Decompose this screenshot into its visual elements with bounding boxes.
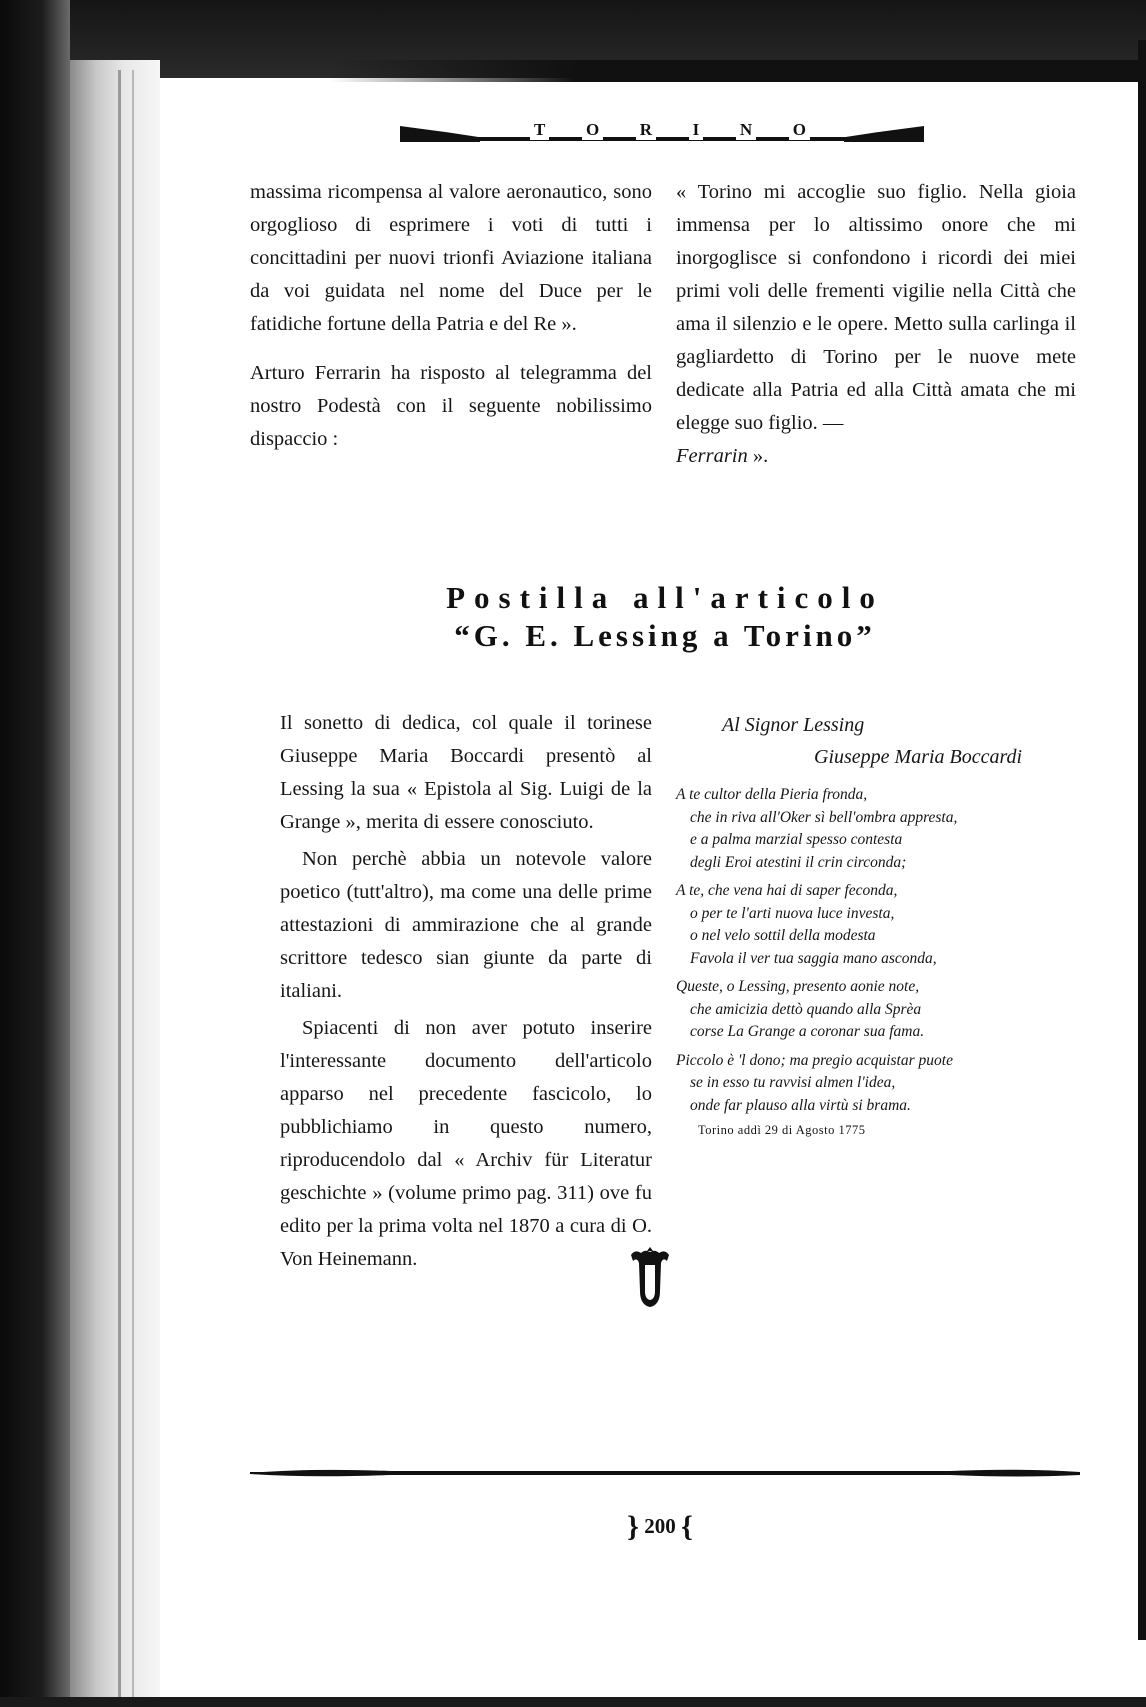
paragraph: Il sonetto di dedica, col quale il torinese Giuseppe Maria Boccardi presentò al Lessing la sua « Epistola al Sig. Luigi de la Grange », merita di essere conosciuto. bbox=[280, 712, 652, 833]
book-edge-bottom bbox=[0, 1697, 1146, 1707]
verse-line: o nel velo sottil della modesta bbox=[690, 927, 876, 944]
tailpiece-vignette-icon bbox=[627, 1247, 673, 1311]
book-edge-shadow bbox=[330, 60, 1146, 82]
verse-line: Piccolo è 'l dono; ma pregio acquistar puote bbox=[676, 1051, 953, 1069]
paragraph: Non perchè abbia un notevole valore poetico (tutt'altro), ma come una delle prime attestazioni di ammirazione che al grande scrittore tedesco sian giunte da parte di italiani. bbox=[280, 848, 652, 1002]
sonnet-date-line: Torino addì 29 di Agosto 1775 bbox=[698, 1123, 866, 1137]
page-stack-line bbox=[132, 70, 134, 1707]
verse-line: o per te l'arti nuova luce investa, bbox=[690, 904, 895, 922]
telegram-reply bbox=[676, 176, 1076, 473]
ornament-right-flourish bbox=[844, 126, 924, 142]
article-title-line-1: Postilla all'articolo bbox=[446, 580, 884, 615]
telegram-signature: Ferrarin bbox=[676, 445, 748, 467]
verse-line: degli Eroi atestini il crin circonda; bbox=[690, 853, 907, 871]
paragraph: Arturo Ferrarin ha risposto al telegramma del nostro Podestà con il seguente nobilissimo dispaccio : bbox=[250, 362, 652, 450]
sonnet bbox=[672, 710, 1076, 1138]
verse-line: che in riva all'Oker sì bell'ombra appresta, bbox=[690, 808, 958, 826]
sonnet-stanza bbox=[672, 976, 1076, 1044]
page-stack-edge bbox=[70, 60, 160, 1707]
verse-line: e a palma marzial spesso contesta bbox=[690, 831, 903, 848]
running-head-letter: O bbox=[582, 120, 603, 140]
running-head-letter: R bbox=[636, 120, 656, 140]
verse-line: corse La Grange a coronar sua fama. bbox=[690, 1023, 925, 1040]
article-title-line-2: “G. E. Lessing a Torino” bbox=[454, 618, 876, 653]
sonnet-author: Giuseppe Maria Boccardi bbox=[814, 746, 1023, 768]
telegram-text: « Torino mi accoglie suo figlio. Nella gioia immensa per lo altissimo onore che mi inorgoglisce si confondono i ricordi dei miei primi voli delle frementi vigilie nella Città che ama il silenzio e le opere. Metto sulla carlinga il gagliardetto di Torino per le nuove mete dedicate alla Patria ed alla Città amata che mi elegge suo figlio. — bbox=[676, 181, 1076, 434]
decorative-rule bbox=[250, 1465, 1080, 1479]
sonnet-dedication-to: Al Signor Lessing bbox=[722, 714, 865, 736]
verse-line: Favola il ver tua saggia mano asconda, bbox=[690, 949, 937, 967]
paragraph: Spiacenti di non aver potuto inserire l'interessante documento dell'articolo apparso nel precedente fascicolo, lo pubblichiamo in questo numero, riproducendolo dal « Archiv für Literatur geschichte » (volume primo pag. 311) ove fu edito per la prima volta nel 1870 a cura di O. Von Heinemann. bbox=[280, 1017, 652, 1270]
running-head-title bbox=[530, 120, 810, 140]
verse-line: A te, che vena hai di saper feconda, bbox=[676, 882, 898, 899]
closing-quote: ». bbox=[747, 445, 769, 467]
running-head-letter: O bbox=[789, 120, 810, 140]
running-head-letter: N bbox=[736, 120, 756, 140]
sonnet-stanza bbox=[672, 880, 1076, 970]
ornament-left-flourish bbox=[400, 126, 480, 142]
page-stack-line bbox=[118, 70, 121, 1707]
verse-line: A te cultor della Pieria fronda, bbox=[676, 786, 868, 803]
sonnet-stanza bbox=[672, 784, 1076, 874]
brace-left-icon: } bbox=[627, 1510, 639, 1543]
running-head-letter: I bbox=[689, 120, 704, 140]
brace-right-icon: { bbox=[681, 1510, 693, 1543]
article-body bbox=[280, 707, 652, 1276]
page-number-value: 200 bbox=[644, 1514, 676, 1538]
verse-line: onde far plauso alla virtù si brama. bbox=[690, 1096, 911, 1114]
book-edge-right bbox=[1138, 40, 1146, 1640]
verse-line: se in esso tu ravvisi almen l'idea, bbox=[690, 1074, 896, 1091]
column-top-right bbox=[676, 176, 1076, 473]
verse-line: Queste, o Lessing, presento aonie note, bbox=[676, 978, 920, 995]
verse-line: che amicizia dettò quando alla Sprèa bbox=[690, 1000, 922, 1018]
running-head-ornament bbox=[400, 122, 924, 144]
running-head-letter: T bbox=[530, 120, 549, 140]
sonnet-stanza bbox=[672, 1050, 1076, 1118]
paragraph: massima ricompensa al valore aeronautico, sono orgoglioso di esprimere i voti di tutti i concittadini per nuovi trionfi Aviazione italiana da voi guidata nel nome del Duce per le fatidiche fortune della Patria e del Re ». bbox=[250, 181, 652, 335]
column-top-left bbox=[250, 176, 652, 456]
page-number bbox=[612, 1510, 708, 1544]
book-spine-edge bbox=[0, 0, 70, 1707]
